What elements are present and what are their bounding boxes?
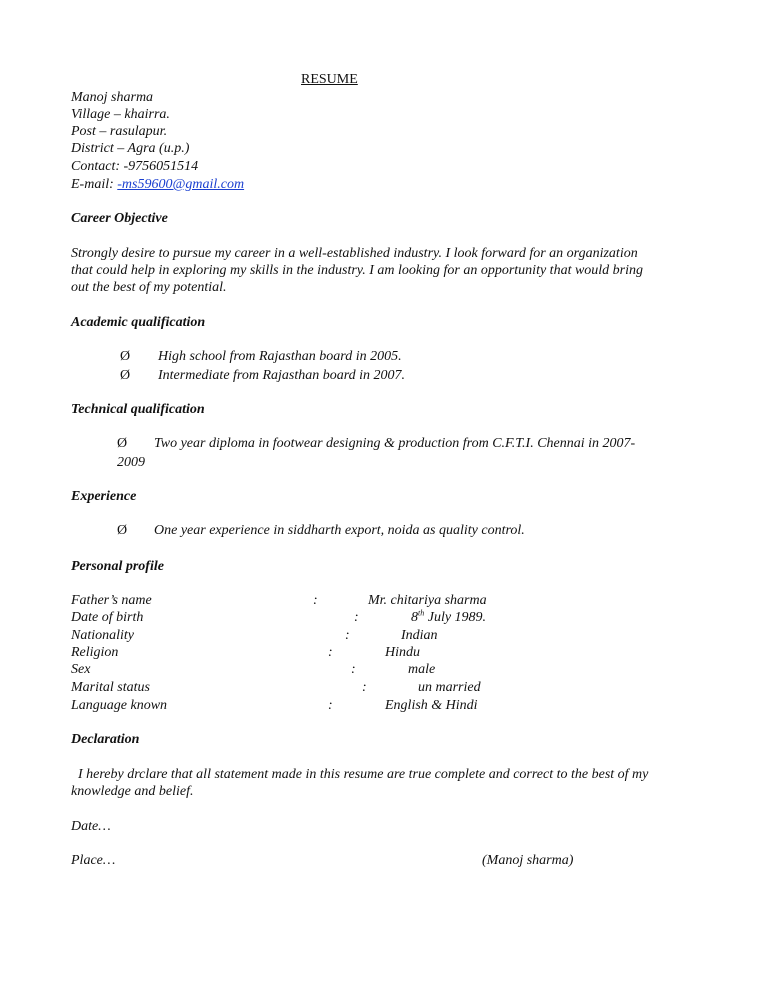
academic-item-1: High school from Rajasthan board in 2005. (158, 349, 402, 364)
contact-phone: Contact: -9756051514 (71, 159, 199, 174)
profile-label-nationality: Nationality (71, 628, 134, 643)
profile-colon: : (362, 680, 367, 695)
contact-email-line (71, 176, 244, 193)
profile-label-religion: Religion (71, 645, 119, 660)
contact-post: Post – rasulapur. (71, 124, 168, 139)
profile-colon: : (345, 628, 350, 643)
dob-rest: July 1989. (424, 610, 487, 625)
experience-item: One year experience in siddharth export, noida as quality control. (154, 523, 525, 538)
dob-ordinal: th (418, 608, 425, 618)
contact-district: District – Agra (u.p.) (71, 141, 190, 156)
academic-heading: Academic qualification (71, 315, 206, 330)
career-line-1: Strongly desire to pursue my career in a well-established industry. I look forward for an organization (71, 246, 638, 261)
bullet-icon: Ø (120, 349, 131, 364)
signature-name: (Manoj sharma) (482, 853, 574, 868)
profile-label-language: Language known (71, 698, 168, 713)
profile-value-dob (411, 609, 486, 626)
profile-value-father: Mr. chitariya sharma (368, 593, 487, 608)
personal-profile-heading: Personal profile (71, 559, 164, 574)
profile-colon: : (313, 593, 318, 608)
bullet-icon: Ø (117, 523, 128, 538)
contact-name: Manoj sharma (71, 90, 154, 105)
profile-label-marital: Marital status (71, 680, 150, 695)
career-line-3: out the best of my potential. (71, 280, 227, 295)
profile-label-sex: Sex (71, 662, 91, 677)
profile-value-marital: un married (418, 680, 481, 695)
declaration-line-1: I hereby drclare that all statement made in this resume are true complete and correct to the best of my (71, 767, 649, 782)
declaration-heading: Declaration (71, 732, 140, 747)
academic-item-2: Intermediate from Rajasthan board in 2007. (158, 368, 406, 383)
profile-colon: : (328, 645, 333, 660)
technical-item-line-2: 2009 (117, 455, 145, 470)
contact-village: Village – khairra. (71, 107, 170, 122)
experience-heading: Experience (71, 489, 137, 504)
resume-title: RESUME (301, 72, 358, 87)
profile-label-father: Father’s name (71, 593, 152, 608)
bullet-icon: Ø (117, 436, 128, 451)
email-link[interactable]: -ms59600@gmail.com (117, 177, 245, 192)
career-objective-heading: Career Objective (71, 211, 168, 226)
profile-label-dob: Date of birth (71, 610, 144, 625)
dob-day: 8 (411, 610, 418, 625)
profile-value-religion: Hindu (385, 645, 420, 660)
bullet-icon: Ø (120, 368, 131, 383)
email-label: E-mail: (71, 177, 118, 192)
declaration-line-2: knowledge and belief. (71, 784, 194, 799)
place-field: Place… (71, 853, 116, 868)
profile-value-nationality: Indian (401, 628, 438, 643)
date-field: Date… (71, 819, 111, 834)
technical-heading: Technical qualification (71, 402, 205, 417)
profile-colon: : (354, 610, 359, 625)
profile-value-language: English & Hindi (385, 698, 478, 713)
technical-item-line-1: Two year diploma in footwear designing & production from C.F.T.I. Chennai in 2007- (154, 436, 636, 451)
profile-value-sex: male (408, 662, 436, 677)
profile-colon: : (351, 662, 356, 677)
career-line-2: that could help in exploring my skills in the industry. I am looking for an opportunity that would bring (71, 263, 644, 278)
profile-colon: : (328, 698, 333, 713)
